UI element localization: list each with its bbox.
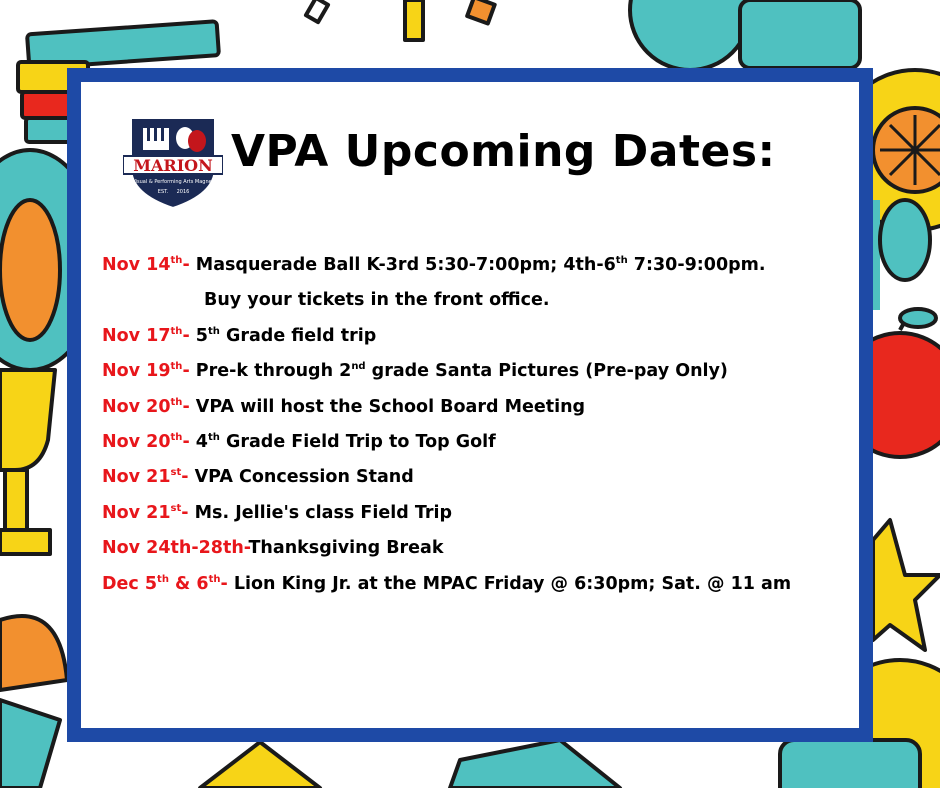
star-icon [873,520,940,650]
event-text-part: VPA will host the School Board Meeting [195,396,586,417]
event-text [195,467,414,487]
event-text-sup: nd [351,361,366,373]
event-text [196,432,496,452]
event-date [102,326,196,346]
event-date-text: Nov 21 [102,502,171,523]
event-date-dash: - [220,573,234,594]
event-date-text: Nov 21 [102,467,171,488]
logo-est-label: EST. [157,189,169,195]
event-row [102,319,862,354]
event-date-sup: th [157,573,169,585]
event-text-part: Grade Field Trip to Top Golf [219,431,496,452]
event-text [195,503,452,523]
notebook-icon [780,740,920,788]
protractor-icon [0,616,67,788]
event-date-sup: th [170,361,183,373]
event-row [102,425,862,460]
event-row [102,283,862,318]
event-date-dash: - [181,502,195,523]
event-date-text: Nov 19 [102,361,171,382]
event-text [196,326,376,346]
page-title: VPA Upcoming Dates: [231,126,776,177]
piano-keys-icon [143,128,169,150]
event-date [102,397,196,417]
event-date-dash: - [181,467,195,488]
event-date [102,503,195,523]
event-date-sup: th [170,325,183,337]
events-list [102,248,862,602]
pencil-icon [306,0,495,40]
event-text [248,538,443,558]
event-row [102,354,862,389]
logo-est-year: 2016 [176,189,190,195]
dates-card [67,68,873,742]
event-text-part: 7:30-9:00pm. [627,255,766,275]
event-text-part: Ms. Jellie's class Field Trip [194,502,453,523]
event-text-part: Lion King Jr. at the MPAC Friday @ 6:30pm; Sat. @ 11 am [233,573,792,594]
event-date-text: Nov 24th-28th- [102,538,249,559]
notebook-icon [740,0,860,68]
event-date-text: Nov 20 [102,396,171,417]
event-text [196,255,766,275]
event-date-dash: - [182,325,196,346]
event-row [102,390,862,425]
event-date-sup: th [170,432,183,444]
event-date-dash: - [182,255,196,275]
logo-subtitle: Visual & Performing Arts Magnet [132,179,214,185]
event-text-part: Pre-k through 2 [195,361,352,382]
triangle-ruler-icon [450,740,620,788]
event-date [102,467,195,487]
event-text [196,361,728,381]
event-text-part: 4 [195,431,208,452]
event-date [102,538,248,558]
event-text-sup: th [615,255,628,267]
event-date-sup: st [170,467,182,479]
event-text-part: Thanksgiving Break [248,538,444,559]
logo-name: MARION [133,156,213,175]
event-date-text: Nov 20 [102,431,171,452]
event-date-text: Nov 17 [102,325,171,346]
event-text-sup: th [207,432,220,444]
event-date-sup: th [170,255,183,267]
event-date-text: Dec 5 [102,573,158,594]
event-date [102,574,234,594]
event-date-dash: - [182,431,196,452]
event-text [204,290,550,310]
trophy-icon [0,370,55,554]
event-text-part: VPA Concession Stand [194,467,414,488]
event-date-sup: th [208,573,221,585]
event-text [234,574,791,594]
event-text-part: Masquerade Ball K-3rd 5:30-7:00pm; 4th-6 [195,255,616,275]
event-row [102,496,862,531]
event-row [102,567,862,602]
event-date-dash: - [182,396,196,417]
event-row [102,460,862,495]
event-text-part: Grade field trip [219,325,377,346]
event-date-sup: st [170,502,182,514]
event-date-text: Nov 14 [102,255,171,275]
event-date-sup: th [170,396,183,408]
event-text-part: Buy your tickets in the front office. [204,290,550,311]
event-date-dash: - [182,361,196,382]
circle-shape-icon [630,0,750,70]
marion-logo [123,112,223,212]
event-date [102,361,196,381]
event-text-part: 5 [195,325,208,346]
event-text-sup: th [207,325,220,337]
event-date [102,432,196,452]
event-text [196,397,585,417]
event-date [102,255,196,275]
event-text-part: grade Santa Pictures (Pre-pay Only) [365,361,728,382]
event-row [102,248,862,283]
event-date-text: & 6 [168,573,209,594]
event-row [102,531,862,566]
